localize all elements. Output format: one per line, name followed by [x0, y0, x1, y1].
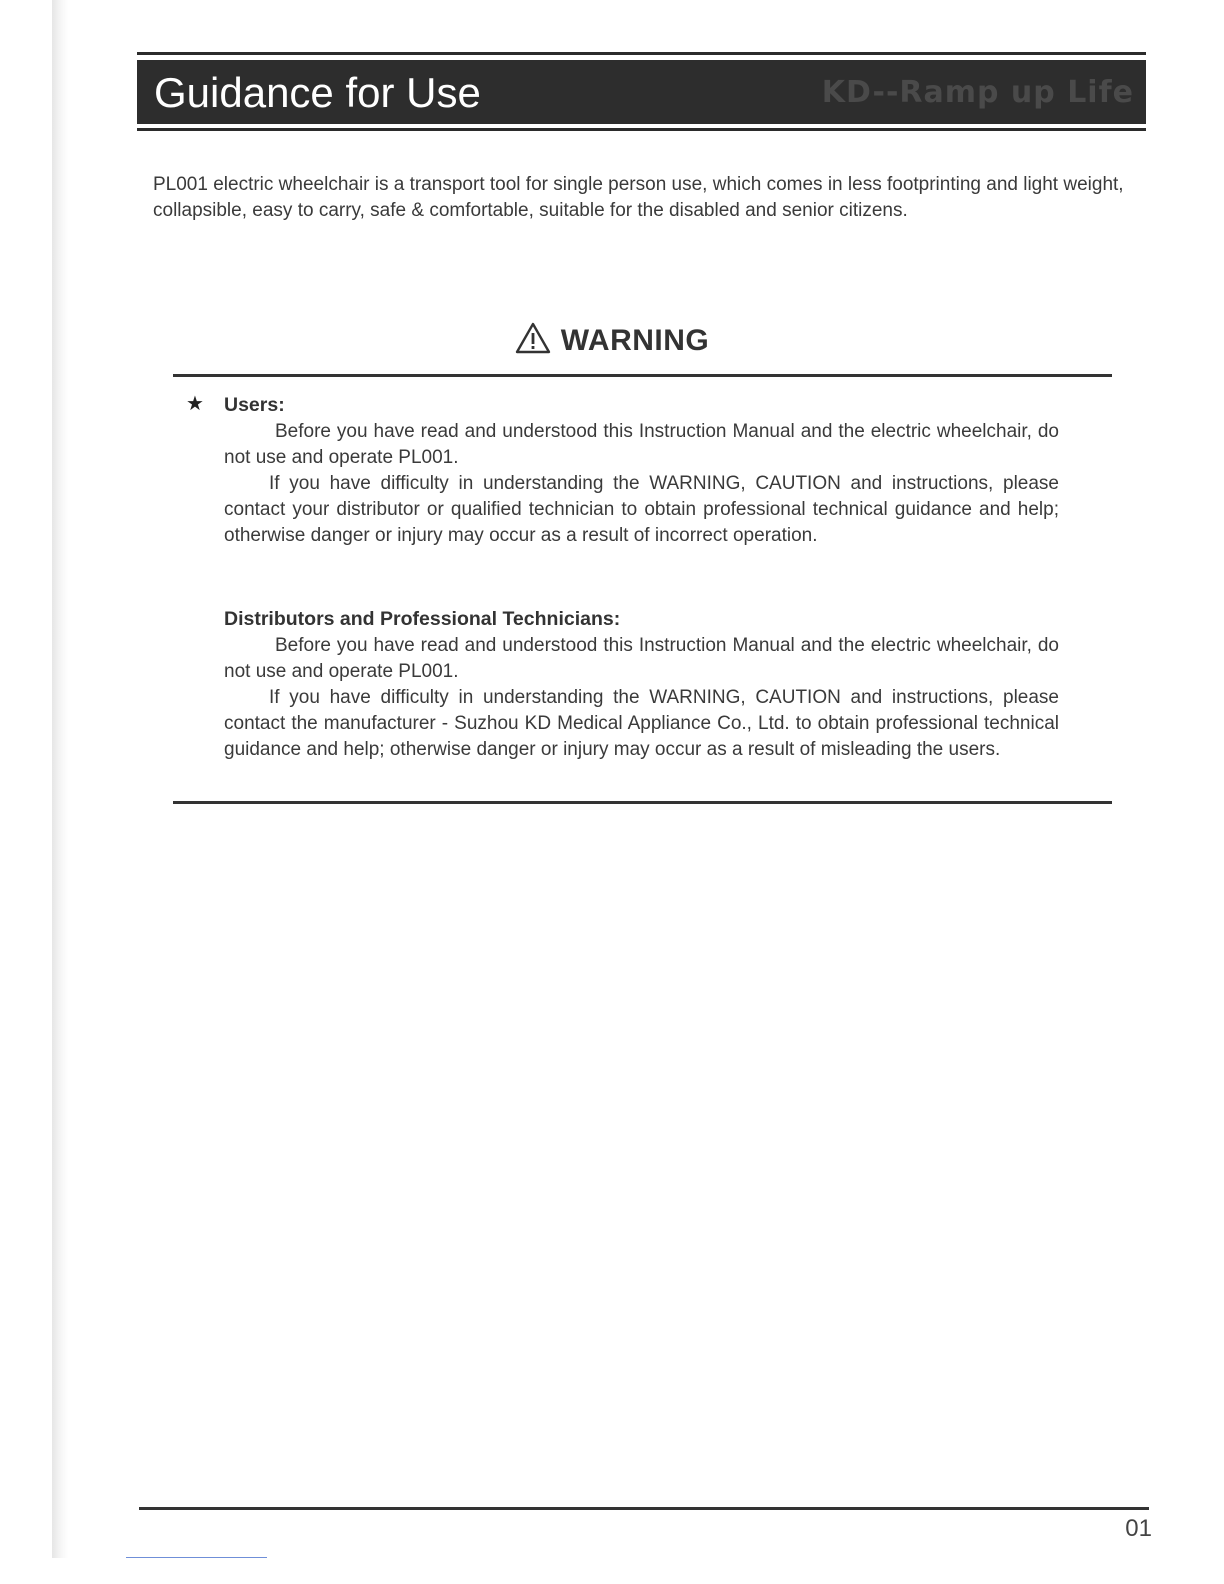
scan-artifact-line: [126, 1557, 267, 1558]
page-title: Guidance for Use: [154, 69, 481, 116]
warning-heading-text: WARNING: [560, 324, 710, 357]
users-section-title: Users:: [224, 394, 285, 416]
star-bullet-icon: ★: [186, 393, 204, 415]
header-rule-bottom: [137, 128, 1146, 131]
warning-rule-top: [173, 374, 1112, 377]
scan-edge-shadow: [52, 0, 68, 1558]
intro-paragraph: PL001 electric wheelchair is a transport tool for single person use, which comes in less footprinting and light weight, collapsible, easy to carry, safe & comfortable, suitable for the disabled and senior citizens.: [153, 174, 1124, 221]
distributors-paragraph-1: Before you have read and understood this Instruction Manual and the electric wheelchair, do not use and operate PL001.: [224, 635, 1059, 682]
distributors-section: [224, 606, 1059, 763]
distributors-section-title: Distributors and Professional Technicians:: [224, 608, 621, 630]
page-header: [137, 52, 1146, 132]
header-rule-top: [137, 52, 1146, 55]
page-number: 01: [1125, 1515, 1152, 1542]
warning-triangle-icon: [515, 322, 551, 354]
users-paragraph-1: Before you have read and understood this Instruction Manual and the electric wheelchair, do not use and operate PL001.: [224, 421, 1059, 468]
users-section: [224, 392, 1059, 549]
warning-heading: [0, 322, 1224, 358]
users-paragraph-2: If you have difficulty in understanding the WARNING, CAUTION and instructions, please contact your distributor or qualified technician to obtain professional technical guidance and help; otherwise danger or injury may occur as a result of incorrect operation.: [224, 473, 1059, 546]
distributors-paragraph-2: If you have difficulty in understanding the WARNING, CAUTION and instructions, please contact the manufacturer - Suzhou KD Medical Appliance Co., Ltd. to obtain professional technical guidance and help; otherwise danger or injury may occur as a result of misleading the users.: [224, 687, 1059, 760]
footer-rule: [139, 1507, 1149, 1510]
warning-rule-bottom: [173, 801, 1112, 804]
brand-slogan: KD--Ramp up Life: [821, 75, 1134, 110]
